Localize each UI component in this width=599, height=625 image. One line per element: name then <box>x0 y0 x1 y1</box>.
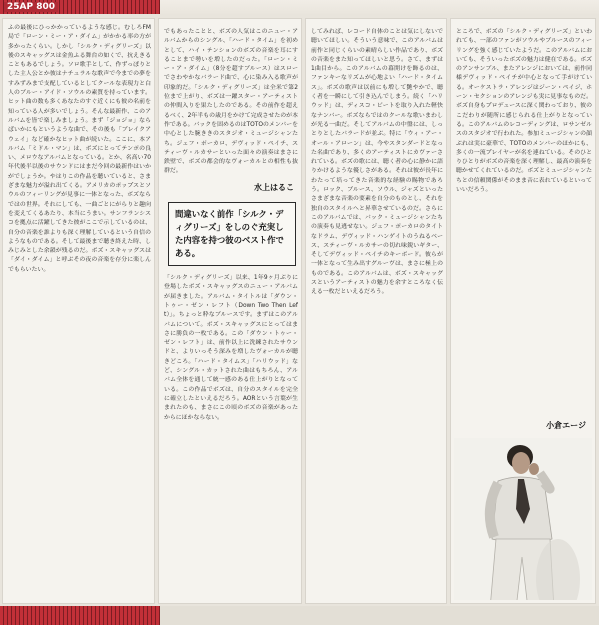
column-text-4 <box>456 28 592 394</box>
signature-ogura: 小倉エージ <box>546 421 586 430</box>
column-text-2-top: でもあったことと、ボズの人気はこのニュー・アルバムからのシングル、「ハード・タイム」を初めとして、ハイ・テンションのボズの音楽を耳にすることまで勢いを増したのだった。「ローン・ミー・ア・ダイム」（8分を超すブルース）はスローでさわやかなバラード曲で、心に染み入る歌声が印象的だ。「シルク・ディグリーズ」は全米で第2位まで上がり、ボズは一躍スター・アーティストの仲間入りを果たしたのである。その前作を超えるべく、2年半もの歳月をかけて完成させたのが本作である。バックを固めるのはTOTOのメンバーを中心とした腕ききのスタジオ・ミュージシャンたち。ジェフ・ポーカロ、デヴィッド・ペイチ、スティーヴ・ルカサーといった面々の演奏はまさに鉄壁で、ボズの都会的なヴォーカルとの相性も抜群だ。 <box>164 29 298 175</box>
column-panel-2 <box>158 18 302 604</box>
column-text-2 <box>164 28 298 594</box>
callout-box: 間違いなく前作「シルク・ディグリーズ」をしのぐ充実した内容を持つ彼のベスト作である。 <box>168 202 296 266</box>
signature-mizukami: 水上はるこ <box>254 182 294 192</box>
column-panel-1 <box>2 18 155 604</box>
catalog-strip <box>0 0 164 14</box>
top-edge <box>160 0 599 14</box>
bottom-edge <box>160 606 599 625</box>
column-text-3: してみれば、レコード自体のことは気にしないで聴いてほしい。そういう意味で、このアルバムは前作と同じくらいの素晴らしい作品であり、ボズの音楽をまた知ってほしいと思う。さて、まずは1曲目から。このアルバムの幕開けを飾るのは、ファンキーなリズムが心地よい「ハード・タイムス」。ボズの歌声は以前にも増して艶やかで、聴く者を一瞬にして引き込んでしまう。続く「ハリウッド」は、ディスコ・ビートを取り入れた軽快なナンバー。ボズならではのクールな歌いまわしが光る一曲だ。そしてアルバムの中盤には、しっとりとしたバラードが並ぶ。特に「ウィ・アー・オール・アローン」は、今やスタンダードとなった名曲であり、多くのアーティストにカヴァーされている。ボズの歌には、聴く者の心に静かに語りかけるような優しさがある。それは彼が長年にわたって培ってきた音楽的な経験の賜物であろう。ロック、ブルース、ソウル、ジャズといったさまざまな音楽の要素を自分のものとし、それを独自のスタイルへと昇華させているのだ。さらにこのアルバムでは、バック・ミュージシャンたちの演奏も見逃せない。ジェフ・ポーカロのタイトなドラム、デヴィッド・ハンゲイトのうねるベース、スティーヴ・ルカサーの切れ味鋭いギター、そしてデヴィッド・ペイチのキーボード。彼らが一体となって生み出すグルーヴは、まさに極上のものである。このアルバムは、ボズ・スキャッグスというアーティストの魅力を余すところなく伝える一枚だといえるだろう。 <box>311 29 443 296</box>
column-panel-4 <box>450 18 596 604</box>
column-panel-3 <box>305 18 447 604</box>
catalog-number: 25AP 800 <box>4 2 58 12</box>
bottom-red-strip <box>0 606 160 625</box>
singer-portrait-photo <box>454 438 592 600</box>
singer-photo <box>454 438 592 600</box>
column-text-4-body: ところで、ボズの「シルク・ディグリーズ」といわれても、一部のファンがソウルやブルースのフィーリングを強く感じていたようだ。このアルバムにおいても、そういったボズの魅力は健在である。ボズのアンサンブル、またアレンジにおいては、前作同様デヴィッド・ペイチが中心となって手がけている。オーケストラ・アレンジはジーン・ペイジ、ホーン・セクションのアレンジも実に見事なものだ。ボズ自身もプロデュースに深く関わっており、彼のこだわりが随所に感じられる仕上がりとなっている。このアルバムのレコーディングは、ロサンゼルスのスタジオで行われた。参加ミュージシャンの顔ぶれは実に豪華で、TOTOのメンバーのほかにも、多くの一流プレイヤーが名を連ねている。そのひとりひとりがボズの音楽を深く理解し、最高の演奏を聴かせてくれているのだ。ボズとミュージシャンたちとの信頼関係がそのまま音に表れているといっていいだろう。 <box>456 29 592 194</box>
column-text-1: ふの最後にひっかかっているような感じ。むしろFM局で「ローン・ミー・ア・ダイム」がかかる率の方が多かったくらい。しかし「シルク・ディグリーズ」以後のスキャッグスは金魚ふる舞台の如くで、抗えきることもあるでしょう。ソロ歌手として、作ずっぽりとした主人公とか彼はナチュラルな歌声で今までの夢をすみずみまで支配しているとしてクールな表現力と白人のブルー・アイド・ソウルの素質を持っています。ヒット曲の数も多くあなたのすぐ近くにも彼の名前を知っている人が多いでしょう。そんな最新作、このアルバムを皆で楽しみましょう。まず「ジョジョ」ならばいかにもというような曲で、その後も「ブレイクアウェイ」など確かなヒット曲が続いた。ここに、本アルバム「ミドル・マン」は、ボズにとってテンポの良い、メロウなアルバムとなっている。とか、名高い70年代後半以後のサウンドにはまだ今回の最新作はいかがでしょうか。やはりこの作品を聴いていると、さまざまな魅力が溢れ出てくる。アメリカのポップスとソウルのフィーリングが見事に一体となった、ボズならではの世界。それにしても、一曲ごとにがらりと趣向を変えてくるあたり、本当にうまい。サンフランシスコを拠点に活躍してきた彼がここで示しているのは、自分の音楽を誰よりも深く理解しているという自信のようなものである。そして最後まで聴き終えた時、しみじみとした余韻が残るのだ。ボズ・スキャッグスは「ダイ・ダイム」と呼ぶその夜の音楽を存分に楽しんでもらいたい。 <box>8 25 151 273</box>
column-text-2-bottom: 「シルク・ディグリーズ」以来、1年9ヶ月ぶりに登場したボズ・スキャッグスのニュー・アルバムが届きました。アルバム・タイトルは「ダウン・トゥー・ゼン・レフト（Down Two Then Left）」。ちょっと粋なブルースです。まずはこのアルバムについて。ボズ・スキャッグスにとってはまさに勝負の一枚である。この「ダウン・トゥー・ゼン・レフト」は、前作以上に洗練されたサウンドと、よりいっそう深みを増したヴォーカルが聴きどころ。「ハード・タイムス」「ハリウッド」など、シングル・カットされた曲はもちろん、アルバム全体を通して統一感のある仕上がりとなっている。この作品でボズは、自分のスタイルを完全に確立したといえるだろう。AORという言葉が生まれたのも、まさにこの頃のボズの音楽があったからにほかならない。 <box>164 275 298 421</box>
